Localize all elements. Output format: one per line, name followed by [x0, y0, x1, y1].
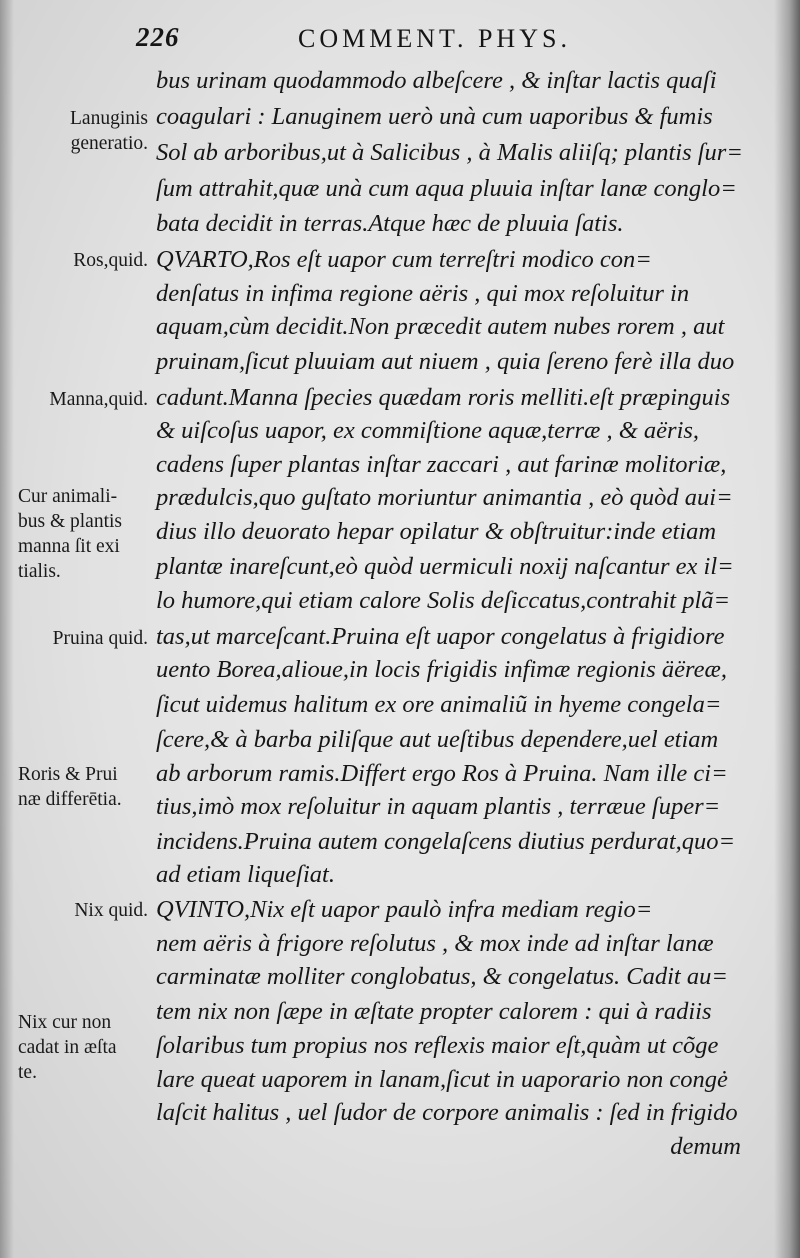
text-line: ſum attrahit,quæ unà cum aqua pluuia inſtar lanæ conglo= — [156, 175, 737, 202]
text-line: cadens ſuper plantas inſtar zaccari , aut farinæ molitoriæ, — [156, 451, 727, 478]
text-line: bata decidit in terras.Atque hæc de pluuia ſatis. — [156, 210, 624, 237]
text-line: ad etiam liqueſiat. — [156, 861, 335, 888]
text-line: denſatus in infima regione aëris , qui mox reſoluitur in — [156, 280, 690, 307]
text-line: aquam,cùm decidit.Non præcedit autem nubes rorem , aut — [156, 313, 725, 340]
text-line: uento Borea,alioue,in locis frigidis infimæ regionis äëreæ, — [156, 656, 727, 683]
text-line: & uiſcoſus uapor, ex commiſtione aquæ,terræ , & aëris, — [156, 417, 700, 444]
text-line: lare queat uaporem in lanam,ſicut in uaporario non congė — [156, 1066, 728, 1093]
catchword: demum — [670, 1133, 741, 1160]
running-title: COMMENT. PHYS. — [298, 24, 571, 53]
page-number: 226 — [136, 22, 180, 52]
text-line: incidens.Pruina autem congelaſcens diutius perdurat,quo= — [156, 828, 736, 855]
text-line: QVARTO,Ros eſt uapor cum terreſtri modico con= — [156, 246, 652, 273]
text-line: ſicut uidemus halitum ex ore animaliũ in hyeme congela= — [156, 691, 722, 718]
margin-note-manna: Manna,quid. — [49, 389, 148, 410]
margin-note-nix-cur: Nix cur non cadat in æſta te. — [18, 1012, 117, 1083]
text-line: pruinam,ſicut pluuiam aut niuem , quia ſereno ferè illa duo — [156, 348, 735, 375]
text-line: ſolaribus tum propius nos reflexis maior eſt,quàm ut cõge — [156, 1032, 719, 1059]
text-line: dius illo deuorato hepar opilatur & obſtruitur:inde etiam — [156, 518, 717, 545]
text-line: lo humore,qui etiam calore Solis deſiccatus,contrahit plã= — [156, 587, 731, 614]
text-line: tius,imò mox reſoluitur in aquam plantis , terræue ſuper= — [156, 793, 721, 820]
text-line: Sol ab arboribus,ut à Salicibus , à Malis aliiſq; plantis ſur= — [156, 139, 743, 166]
margin-note-lanuginis: Lanuginis generatio. — [70, 108, 148, 154]
text-line: carminatæ molliter conglobatus, & congelatus. Cadit au= — [156, 963, 728, 990]
text-line: QVINTO,Nix eſt uapor paulò infra mediam regio= — [156, 896, 653, 923]
text-line: plantæ inareſcunt,eò quòd uermiculi noxij naſcantur ex il= — [156, 553, 734, 580]
text-line: laſcit halitus , uel ſudor de corpore animalis : ſed in frigido — [156, 1099, 738, 1126]
page-header — [0, 22, 800, 58]
text-line: ab arborum ramis.Differt ergo Ros à Pruina. Nam ille ci= — [156, 760, 728, 787]
text-line: tem nix non ſæpe in æſtate propter calorem : qui à radiis — [156, 998, 712, 1025]
text-line: ſcere,& à barba piliſque aut ueſtibus dependere,uel etiam — [156, 726, 719, 753]
margin-note-ros: Ros,quid. — [73, 250, 148, 271]
margin-note-cur-animalibus: Cur animali- bus & plantis manna ſit exi tialis. — [18, 486, 123, 582]
text-line: tas,ut marceſcant.Pruina eſt uapor congelatus à frigidiore — [156, 623, 725, 650]
text-line: prædulcis,quo guſtato moriuntur animantia , eò quòd aui= — [156, 484, 733, 511]
page-shadow-right — [774, 0, 800, 1258]
text-line: coagulari : Lanuginem uerò unà cum uaporibus & fumis — [156, 103, 713, 130]
margin-note-nix: Nix quid. — [74, 900, 148, 921]
text-line: nem aëris à frigore reſolutus , & mox inde ad inſtar lanæ — [156, 930, 714, 957]
page-shadow-left — [0, 0, 14, 1258]
text-line: bus urinam quodammodo albeſcere , & inſtar lactis quaſi — [156, 67, 717, 94]
text-line: cadunt.Manna ſpecies quædam roris melliti.eſt præpinguis — [156, 384, 731, 411]
margin-note-pruina: Pruina quid. — [52, 628, 148, 649]
margin-note-roris-pruinae: Roris & Prui næ differētia. — [18, 764, 122, 810]
